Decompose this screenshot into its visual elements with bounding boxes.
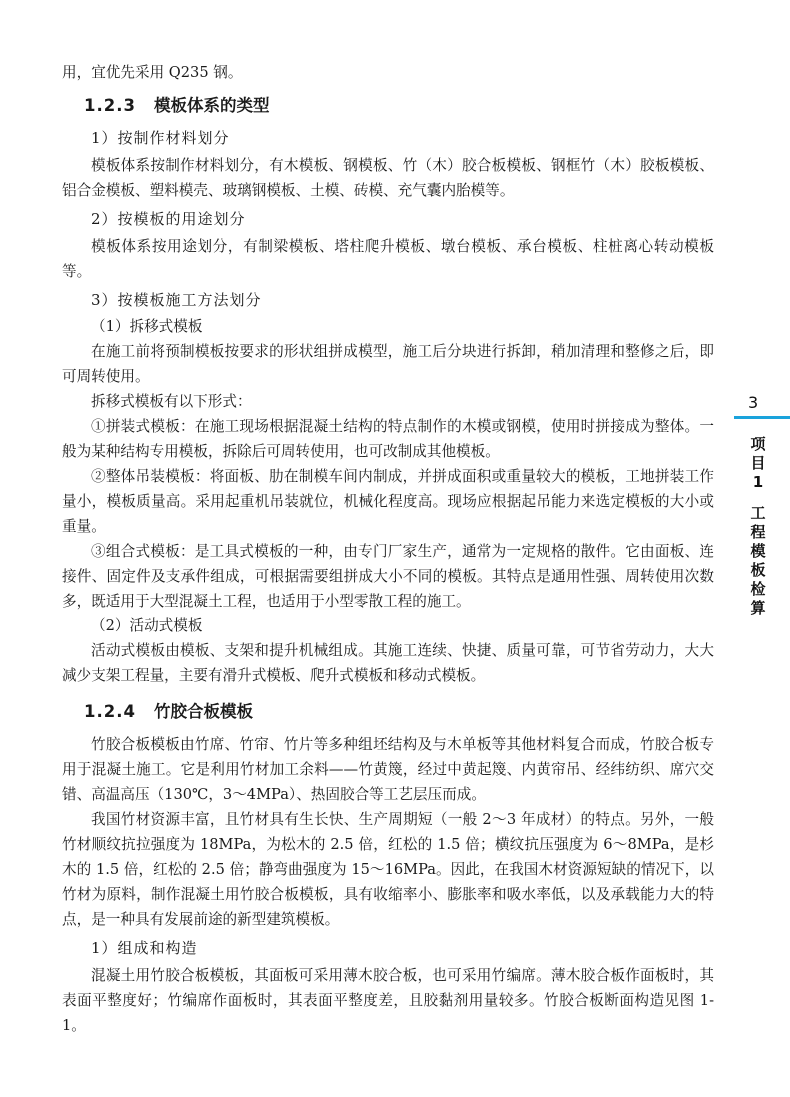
vertical-char: 模 (750, 542, 766, 560)
paragraph-form-combined: ③组合式模板：是工具式模板的一种，由专门厂家生产，通常为一定规格的散件。它由面板、连接件、固定件及支承件组成，可根据需要组拼成大小不同的模板。其特点是通用性强、周转使用次数多，既适用于大型混凝土工程，也适用于小型零散工程的施工。 (62, 543, 714, 610)
subheading-usage: 2）按模板的用途划分 (91, 210, 246, 228)
paragraph-form-lifted: ②整体吊装模板：将面板、肋在制模车间内制成，并拼成面积或重量较大的模板，工地拼装工作量小，模板质量高。采用起重机吊装就位，机械化程度高。现场应根据起吊能力来选定模板的大小或重量。 (62, 468, 714, 535)
chapter-accent-bar (734, 416, 790, 419)
chapter-side-tab (734, 392, 790, 618)
paragraph-movable-formwork: 活动式模板由模板、支架和提升机械组成。其施工连续、快捷、质量可靠，可节省劳动力，大大减少支架工程量，主要有滑升式模板、爬升式模板和移动式模板。 (62, 642, 714, 684)
paragraph-bamboo-intro: 竹胶合板模板由竹席、竹帘、竹片等多种组坯结构及与木单板等其他材料复合而成，竹胶合板专用于混凝土施工。它是利用竹材加工余料——竹黄篾，经过中黄起篾、内黄帘吊、经纬纺织、席穴交错、高温高压（130℃，3～4MPa）、热固胶合等工艺层压而成。 (62, 736, 714, 803)
paragraph-removable-formwork: 在施工前将预制模板按要求的形状组拼成模型，施工后分块进行拆卸，稍加清理和整修之后，即可周转使用。 (62, 343, 714, 385)
paragraph-composition: 混凝土用竹胶合板模板，其面板可采用薄木胶合板，也可采用竹编席。薄木胶合板作面板时，其表面平整度好；竹编席作面板时，其表面平整度差，且胶黏剂用量较多。竹胶合板断面构造见图 1-1。 (62, 967, 714, 1034)
subheading-movable-formwork: （2）活动式模板 (91, 617, 203, 634)
section-number: 1.2.3 (84, 96, 136, 115)
paragraph-material: 模板体系按制作材料划分，有木模板、钢模板、竹（木）胶合板模板、钢框竹（木）胶板模板、铝合金模板、塑料模壳、玻璃钢模板、土模、砖模、充气囊内胎模等。 (62, 157, 714, 199)
chapter-vertical-label (748, 435, 768, 618)
vertical-char: 目 (750, 454, 766, 472)
section-title: 竹胶合板模板 (153, 702, 253, 721)
section-heading-1-2-4 (84, 700, 714, 724)
subheading-removable-formwork: （1）拆移式模板 (91, 318, 203, 335)
section-heading-1-2-3 (84, 94, 714, 118)
paragraph-form-assembled: ①拼装式模板：在施工现场根据混凝土结构的特点制作的木模或钢模，使用时拼接成为整体。一般为某种结构专用模板，拆除后可周转使用，也可改制成其他模板。 (62, 418, 714, 460)
paragraph-usage: 模板体系按用途划分，有制梁模板、塔柱爬升模板、墩台模板、承台模板、柱桩离心转动模板等。 (62, 238, 714, 280)
paragraph-bamboo-properties: 我国竹材资源丰富，且竹材具有生长快、生产周期短（一般 2～3 年成材）的特点。另外，一般竹材顺纹抗拉强度为 18MPa，为松木的 2.5 倍，红松的 1.5 倍；横纹抗压强度为 6～8MPa，是杉木的 1.5 倍，红松的 2.5 倍；静弯曲强度为 15～16MPa。因此，在我国木材资源短缺的情况下，以竹材为原料，制作混凝土用竹胶合板模板，具有收缩率小、膨胀率和吸水率低，以及承载能力大的特点，是一种具有发展前途的新型建筑模板。 (62, 811, 714, 928)
section-number: 1.2.4 (84, 702, 136, 721)
vertical-char: 工 (750, 504, 766, 522)
subheading-construction-method: 3）按模板施工方法划分 (91, 291, 262, 309)
paragraph-forms-intro: 拆移式模板有以下形式： (91, 393, 252, 410)
vertical-char: 检 (750, 580, 766, 598)
vertical-char: 项 (750, 435, 766, 453)
vertical-char: 1 (752, 473, 764, 491)
continuation-line: 用，宜优先采用 Q235 钢。 (62, 64, 243, 81)
chapter-number: 3 (748, 393, 759, 412)
page-body (62, 60, 714, 1038)
subheading-composition: 1）组成和构造 (91, 939, 198, 957)
vertical-char: 程 (750, 523, 766, 541)
vertical-char: 算 (750, 599, 766, 617)
vertical-char: 板 (750, 561, 766, 579)
subheading-material: 1）按制作材料划分 (91, 129, 230, 147)
section-title: 模板体系的类型 (153, 96, 270, 115)
